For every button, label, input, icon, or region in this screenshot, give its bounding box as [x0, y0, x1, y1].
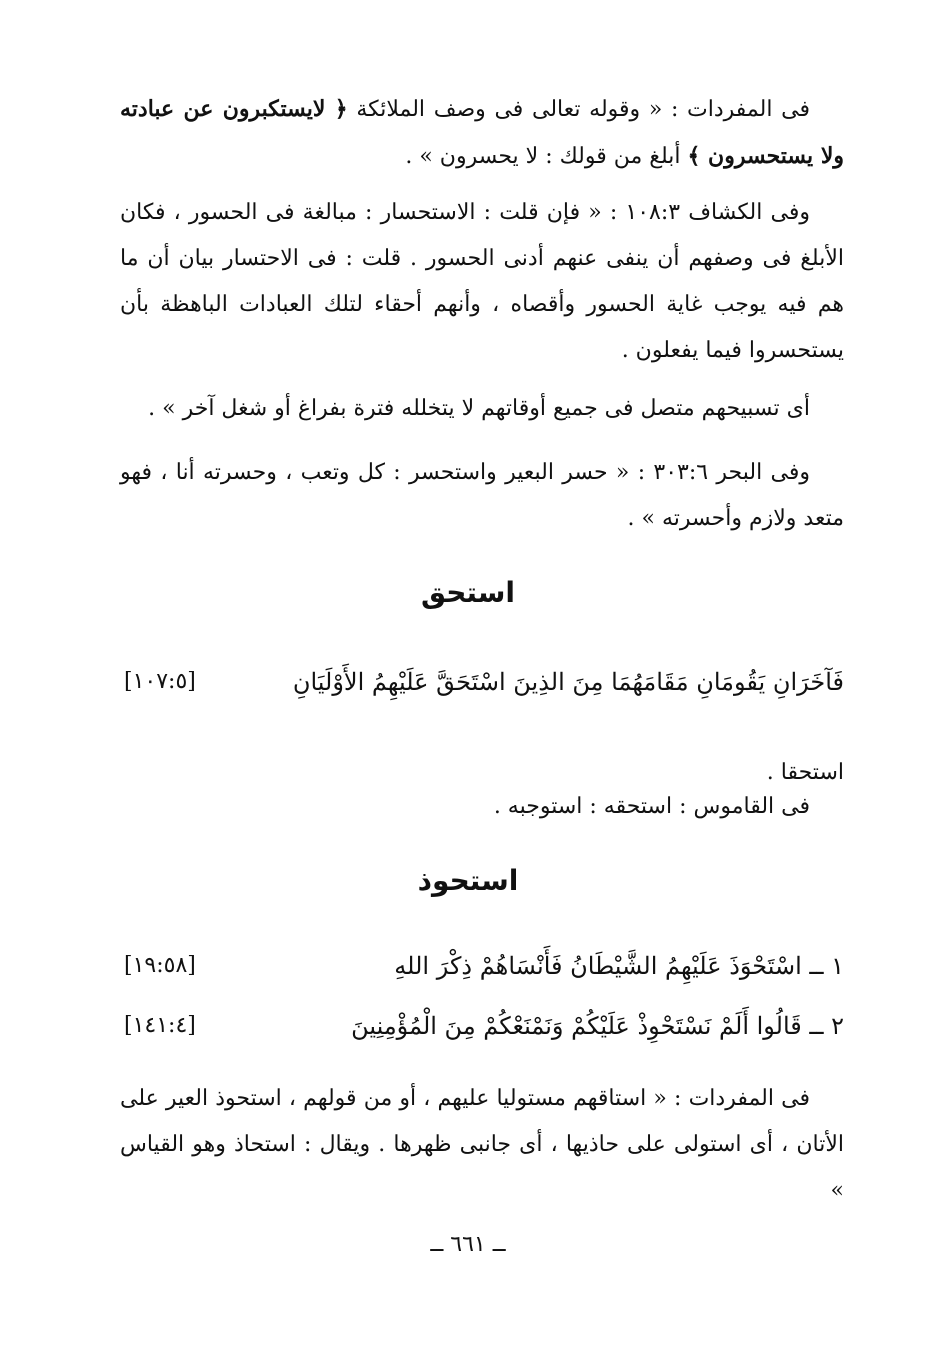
verse-text: ١ ــ اسْتَحْوَذَ عَلَيْهِمُ الشَّيْطَانُ فَأَنْسَاهُمْ ذِكْرَ اللهِ — [394, 952, 844, 980]
verse-reference: [١٤١:٤] — [124, 1013, 196, 1038]
word-istahaqqa: استحقا . — [766, 760, 844, 785]
istahwadha-mufradat-paragraph: فى المفردات : « استاقهم مستوليا عليهم ، أو من قولهم ، استحوذ العير على الأتان ، أى استولى على حاذيها ، أى جانبى ظهرها . ويقال : استحاذ وهو القياس » — [120, 1086, 844, 1203]
quran-quote-bold: ﴿ لايستكبرون عن عبادته ولا يستحسرون ﴾ — [120, 96, 844, 169]
verse-row — [124, 944, 844, 988]
verse-row — [124, 1004, 844, 1048]
mufradat-paragraph — [120, 86, 844, 180]
page-number: ــ ٦٦١ ــ — [430, 1232, 506, 1257]
bahr-paragraph: وفى البحر ٣٠٣:٦ : « حسر البعير واستحسر : كل وتعب ، وحسرته أنا ، فهو متعد ولازم وأحسرته » . — [120, 460, 844, 531]
verse-reference: [١٠٧:٥] — [124, 669, 196, 694]
verse-text: ٢ ــ قَالُوا أَلَمْ نَسْتَحْوِذْ عَلَيْكُمْ وَنَمْنَعْكُمْ مِنَ الْمُؤْمِنِينَ — [351, 1012, 844, 1040]
verse-row — [124, 660, 844, 704]
heading-istahaqqa: استحق — [421, 576, 515, 609]
tasbih-paragraph: أى تسبيحهم متصل فى جميع أوقاتهم لا يتخلله فترة بفراغ أو شغل آخر » . — [148, 396, 810, 421]
qamus-line: فى القاموس : استحقه : استوجبه . — [493, 794, 810, 819]
mufradat-intro-text: فى المفردات : « وقوله تعالى فى وصف الملائكة — [356, 97, 810, 122]
heading-istahwadha: استحوذ — [417, 864, 519, 897]
verse-text: فَآخَرَانِ يَقُومَانِ مَقَامَهُمَا مِنَ الذِينَ اسْتَحَقَّ عَلَيْهِمُ الأَوْلَيَانِ — [292, 668, 844, 696]
verse-reference: [١٩:٥٨] — [124, 953, 196, 978]
kashshaf-paragraph: وفى الكشاف ١٠٨:٣ : « فإن قلت : الاستحسار : مبالغة فى الحسور ، فكان الأبلغ فى وصفهم أن ينفى عنهم أدنى الحسور . قلت : فى الاحتسار بيان أن ما هم فيه يوجب غاية الحسور وأقصاه ، وأنهم أحقاء لتلك العبادات الباهظة بأن يستحسروا فيما يفعلون . — [120, 200, 844, 363]
mufradat-end-text: أبلغ من قولك : لا يحسرون » . — [405, 144, 681, 169]
